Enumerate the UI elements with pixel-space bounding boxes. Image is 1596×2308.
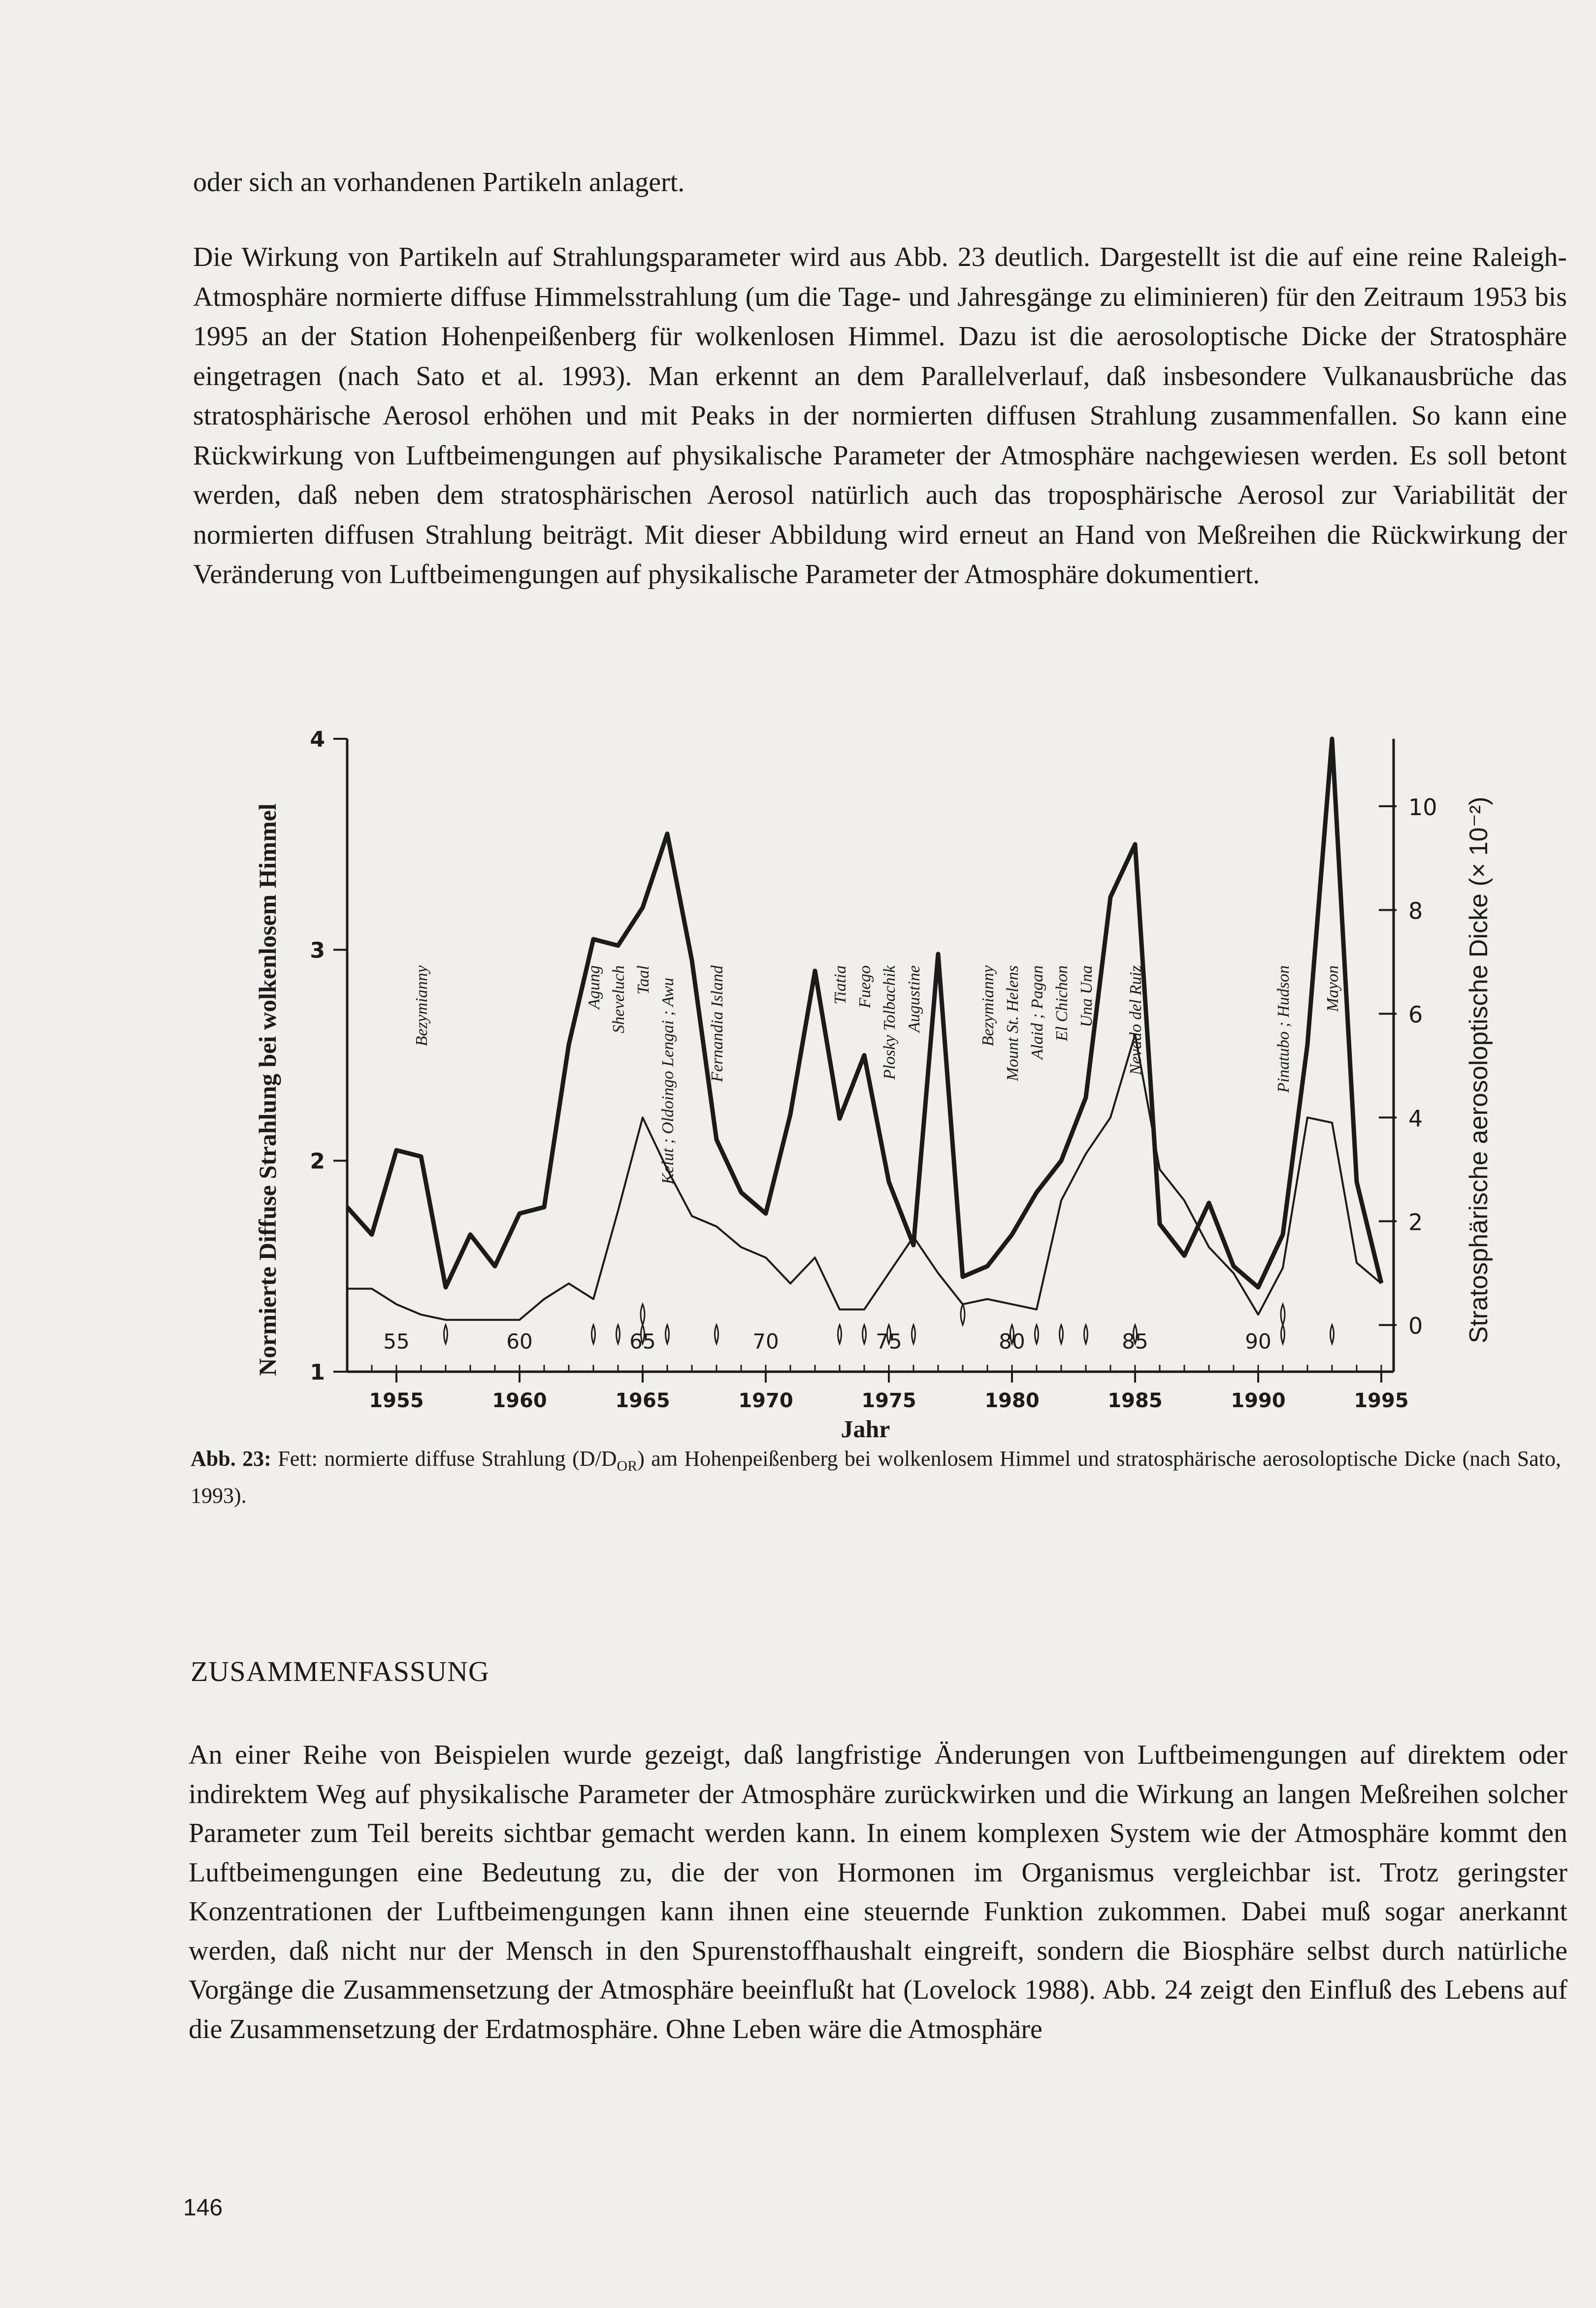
volcano-label: Mayon <box>1324 965 1342 1012</box>
x-tick-label: 1990 <box>1231 1389 1286 1412</box>
volcano-label: Nevado del Ruiz <box>1127 965 1145 1075</box>
x-tick-label: 1955 <box>369 1389 424 1412</box>
volcano-label: Agung <box>585 965 603 1009</box>
left-y-tick-label: 3 <box>310 938 325 963</box>
volcano-label: Taal <box>634 965 652 995</box>
x-tick-label: 1960 <box>492 1389 547 1412</box>
eruption-marker <box>863 1325 866 1344</box>
left-y-tick-label: 2 <box>310 1149 325 1174</box>
right-y-tick-label: 0 <box>1408 1313 1423 1340</box>
volcano-label: Mount St. Helens <box>1004 965 1022 1082</box>
eruption-marker-upper <box>961 1304 965 1325</box>
x-tick-label: 1965 <box>615 1389 670 1412</box>
intro-line: oder sich an vorhandenen Partikeln anlagert. <box>193 167 685 198</box>
right-y-tick-label: 6 <box>1408 1001 1423 1028</box>
eruption-marker <box>715 1325 718 1344</box>
caption-subscript: OR <box>617 1457 638 1474</box>
right-y-tick-label: 4 <box>1408 1105 1423 1132</box>
volcano-label: Una Una <box>1077 965 1096 1027</box>
chart-ticks <box>310 727 1437 1412</box>
eruption-marker <box>1331 1325 1334 1344</box>
x-tick-label: 1985 <box>1107 1389 1163 1412</box>
left-y-axis-title: Normierte Diffuse Strahlung bei wolkenlosem Himmel <box>254 803 281 1376</box>
volcano-label: Tiatia <box>831 965 849 1005</box>
diffuse-radiation-line <box>347 739 1381 1287</box>
paragraph-summary: An einer Reihe von Beispielen wurde gezeigt, daß langfristige Änderungen von Luftbeimengungen auf direktem oder indirektem Weg auf physikalische Parameter der Atmosphäre zurückwirken und die Wirkung an langen Meßreihen solcher Parameter zum Teil bereits sichtbar gemacht werden kann. In einem komplexen System wie der Atmosphäre kommt den Luftbeimengungen eine Bedeutung zu, die der von Hormonen im Organismus vergleichbar ist. Trotz geringster Konzentrationen der Luftbeimengungen kann ihnen eine steuernde Funktion zukommen. Dabei muß sogar anerkannt werden, daß nicht nur der Mensch in den Spurenstoffhaushalt eingreift, sondern die Biosphäre selbst durch natürliche Vorgänge die Zusammensetzung der Atmosphäre beeinflußt hat (Lovelock 1988). Abb. 24 zeigt den Einfluß des Lebens auf die Zusammensetzung der Erdatmosphäre. Ohne Leben wäre die Atmosphäre <box>189 1740 1567 2044</box>
volcano-label: Augustine <box>905 965 923 1032</box>
x-tick-label: 1980 <box>984 1389 1040 1412</box>
eruption-marker <box>912 1325 915 1344</box>
paragraph-radiation: Die Wirkung von Partikeln auf Strahlungsparameter wird aus Abb. 23 deutlich. Dargestellt ist die auf eine reine Raleigh-Atmosphäre normierte diffuse Himmelsstrahlung (um die Tage- und Jahresgänge zu eliminieren) für den Zeitraum 1953 bis 1995 an der Station Hohenpeißenberg für wolkenlosen Himmel. Dazu ist die aerosoloptische Dicke der Stratosphäre eingetragen (nach Sato et al. 1993). Man erkennt an dem Parallelverlauf, daß insbesondere Vulkanausbrüche das stratosphärische Aerosol erhöhen und mit Peaks in der normierten diffusen Strahlung zusammenfallen. So kann eine Rückwirkung von Luftbeimengungen auf physikalische Parameter der Atmosphäre nachgewiesen werden. Es soll betont werden, daß neben dem stratosphärischen Aerosol natürlich auch das troposphärische Aerosol zur Variabilität der normierten diffusen Strahlung beiträgt. Mit dieser Abbildung wird erneut an Hand von Meßreihen die Rückwirkung der Veränderung von Luftbeimengungen auf physikalische Parameter der Atmosphäre dokumentiert. <box>193 242 1567 590</box>
eruption-marker <box>838 1325 842 1344</box>
volcano-label: Bezymianny <box>413 965 431 1047</box>
eruption-marker <box>592 1325 595 1344</box>
x-tick-label: 1975 <box>861 1389 916 1412</box>
x-tick-label: 1970 <box>738 1389 793 1412</box>
right-y-tick-label: 2 <box>1408 1209 1423 1236</box>
x-tick-label: 1995 <box>1354 1389 1409 1412</box>
caption-label: Abb. 23: <box>191 1447 271 1471</box>
page-number: 146 <box>183 2195 223 2221</box>
x-inner-tick-label: 60 <box>506 1329 533 1353</box>
eruption-marker <box>444 1325 448 1344</box>
caption-text-continued: ) am Hohenpeißenberg bei wolkenlosem Himmel und stratosphärische aerosoloptische Dicke (nach Sato, 1993). <box>191 1447 1561 1508</box>
x-inner-tick-label: 85 <box>1122 1329 1148 1353</box>
x-inner-tick-label: 65 <box>629 1329 656 1353</box>
eruption-marker <box>1060 1325 1063 1344</box>
aerosol-optical-depth-line <box>347 1034 1381 1319</box>
eruption-marker <box>617 1325 620 1344</box>
volcano-label: Alaid ; Pagan <box>1028 965 1046 1059</box>
x-inner-tick-label: 70 <box>752 1329 779 1353</box>
volcano-label: Pinatubo ; Hudson <box>1274 965 1293 1093</box>
section-heading: ZUSAMMENFASSUNG <box>191 1655 489 1687</box>
volcano-label: Plosky Tolbachik <box>880 965 899 1080</box>
eruption-marker-upper <box>1281 1304 1285 1325</box>
right-y-tick-label: 10 <box>1408 793 1437 821</box>
eruption-marker <box>1281 1325 1285 1344</box>
volcano-label: Fuego <box>856 965 874 1008</box>
volcano-label: Sheveluch <box>610 965 628 1033</box>
x-inner-tick-label: 55 <box>383 1329 410 1353</box>
volcano-label: Bezymianny <box>979 965 997 1047</box>
eruption-marker-upper <box>641 1304 645 1325</box>
chart-lines <box>347 739 1381 1320</box>
right-y-tick-label: 8 <box>1408 897 1423 924</box>
volcano-label: Kelut ; Oldoingo Lengai ; Awu <box>659 978 677 1185</box>
eruption-marker <box>1084 1325 1088 1344</box>
left-y-tick-label: 4 <box>310 727 325 752</box>
x-inner-tick-label: 75 <box>876 1329 902 1353</box>
x-inner-tick-label: 90 <box>1245 1329 1271 1353</box>
volcano-label: El Chichon <box>1053 965 1071 1041</box>
caption-text: Fett: normierte diffuse Strahlung (D/D <box>271 1447 617 1471</box>
x-axis-title: Jahr <box>841 1415 890 1438</box>
volcano-label: Fernandia Island <box>708 965 726 1083</box>
figure-caption <box>191 1444 1561 1511</box>
right-y-axis-title: Stratosphärische aerosoloptische Dicke (× 10⁻²) <box>1465 796 1493 1344</box>
eruption-marker <box>1035 1325 1039 1344</box>
left-y-tick-label: 1 <box>310 1360 325 1385</box>
x-inner-tick-label: 80 <box>999 1329 1025 1353</box>
eruption-marker <box>666 1325 669 1344</box>
